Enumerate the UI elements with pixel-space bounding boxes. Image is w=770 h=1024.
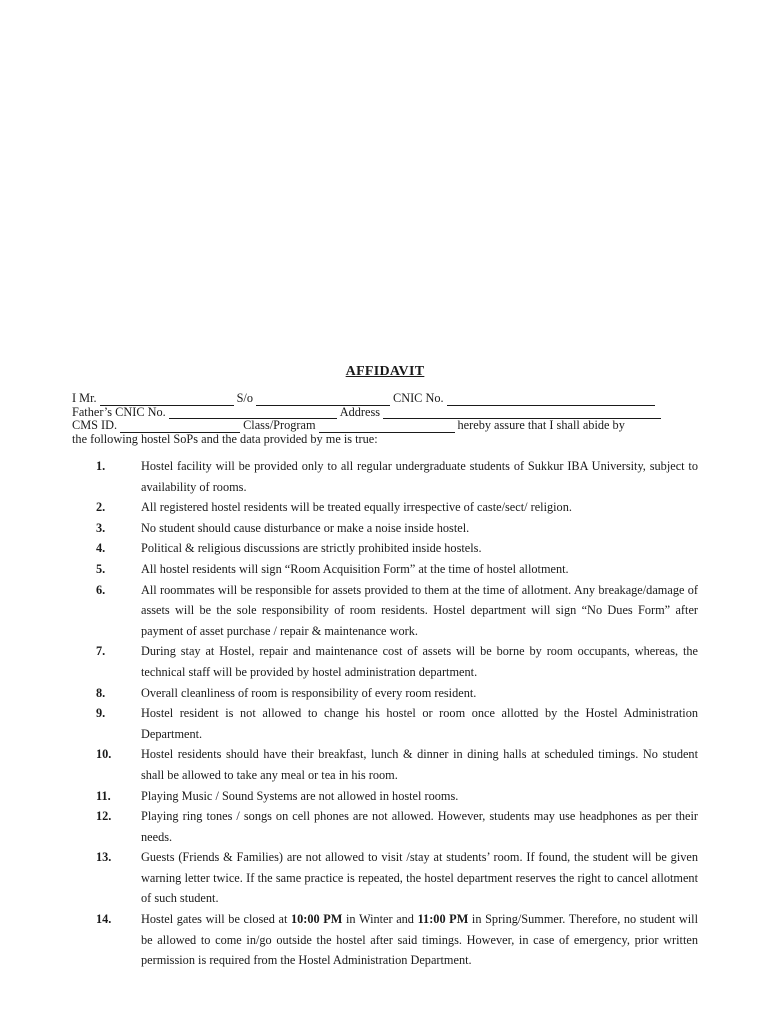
sop-item-5 — [0, 559, 770, 580]
sop-item-3 — [0, 518, 770, 539]
sop-list — [0, 456, 770, 971]
son-of-label: S/o — [236, 391, 253, 405]
sop-item-1 — [0, 456, 770, 497]
winter-closing-time: 10:00 PM — [291, 912, 343, 927]
sop-text: Hostel facility will be provided only to all regular undergraduate students of Sukkur IBA University, subject to availability of rooms. — [141, 459, 698, 494]
sop-item-6 — [0, 580, 770, 642]
sop-text: Guests (Friends & Families) are not allowed to visit /stay at students’ room. If found, the student will be given warning letter twice. If the same practice is repeated, the hostel department reserves the right to cancel allotment of such student. — [141, 850, 698, 906]
sop-number: 7. — [96, 644, 106, 659]
sop-number: 3. — [96, 520, 106, 535]
sop-item-4 — [0, 538, 770, 559]
intro-block — [72, 392, 700, 446]
sop-text: Overall cleanliness of room is responsibility of every room resident. — [141, 685, 477, 700]
sop-number: 8. — [96, 685, 106, 700]
name-label: I Mr. — [72, 391, 97, 405]
sop-item-9 — [0, 703, 770, 744]
sop-text: Hostel resident is not allowed to change his hostel or room once allotted by the Hostel Administration Department. — [141, 706, 698, 741]
sop-text: No student should cause disturbance or make a noise inside hostel. — [141, 520, 470, 535]
intro-line-2 — [72, 406, 700, 420]
sop-item-14: 14. Hostel gates will be closed at 10:00 PM in Winter and 11:00 PM in Spring/Summer. Therefore, no student will be allowed to come in/go outside the hostel after said timings. However, in case of emergency, prior written permission is required from the Hostel Administration Department. — [0, 909, 770, 971]
sop-text: During stay at Hostel, repair and maintenance cost of assets will be borne by room occupants, whereas, the technical staff will be provided by hostel administration department. — [141, 644, 698, 679]
sop-text: Political & religious discussions are strictly prohibited inside hostels. — [141, 541, 482, 556]
assurance-text: hereby assure that I shall abide by — [457, 418, 625, 432]
sop-text: All registered hostel residents will be treated equally irrespective of caste/sect/ religion. — [141, 500, 572, 515]
sop-number: 2. — [96, 500, 106, 515]
sop-number: 13. — [96, 850, 112, 865]
name-blank[interactable] — [100, 395, 234, 406]
sop-item-8 — [0, 683, 770, 704]
sop-text: Hostel residents should have their breakfast, lunch & dinner in dining halls at scheduled timings. No student shall be allowed to take any meal or tea in his room. — [141, 747, 698, 782]
sop-number: 12. — [96, 809, 112, 824]
sop-number: 14. — [96, 912, 112, 927]
cms-id-label: CMS ID. — [72, 418, 118, 432]
document-title: AFFIDAVIT — [345, 364, 425, 379]
summer-closing-time: 11:00 PM — [417, 912, 469, 927]
sop-number: 5. — [96, 561, 106, 576]
sop-text: All hostel residents will sign “Room Acquisition Form” at the time of hostel allotment. — [141, 561, 569, 576]
sop-item-12 — [0, 806, 770, 847]
sop-number: 1. — [96, 459, 106, 473]
sop-item-2 — [0, 497, 770, 518]
sop-number: 9. — [96, 706, 106, 721]
sop-text: Playing Music / Sound Systems are not allowed in hostel rooms. — [141, 788, 459, 803]
sop-text: Playing ring tones / songs on cell phones are not allowed. However, students may use headphones as per their needs. — [141, 809, 698, 844]
cnic-label: CNIC No. — [393, 391, 444, 405]
sop-item-13 — [0, 847, 770, 909]
intro-line-4: the following hostel SoPs and the data provided by me is true: — [72, 431, 378, 446]
intro-line-3 — [72, 419, 700, 433]
sop-number: 6. — [96, 582, 106, 597]
sop-item-10 — [0, 744, 770, 785]
sop-number: 10. — [96, 747, 112, 762]
class-program-blank[interactable] — [319, 422, 455, 433]
address-label: Address — [339, 404, 381, 419]
sop-number: 11. — [96, 788, 111, 803]
cms-id-blank[interactable] — [120, 422, 240, 433]
sop-number: 4. — [96, 541, 106, 556]
class-program-label: Class/Program — [243, 418, 316, 432]
father-cnic-label: Father’s CNIC No. — [72, 404, 166, 419]
sop-text: All roommates will be responsible for assets provided to them at the time of allotment. Any breakage/damage of assets will be the sole responsibility of room residents. Hostel department will sign “No Dues Form” after payment of asset purchase / repair & maintenance work. — [141, 582, 698, 638]
intro-line-1 — [72, 392, 700, 406]
cnic-blank[interactable] — [447, 395, 655, 406]
sop-item-7 — [0, 641, 770, 682]
sop-item-11 — [0, 786, 770, 807]
father-name-blank[interactable] — [256, 395, 390, 406]
